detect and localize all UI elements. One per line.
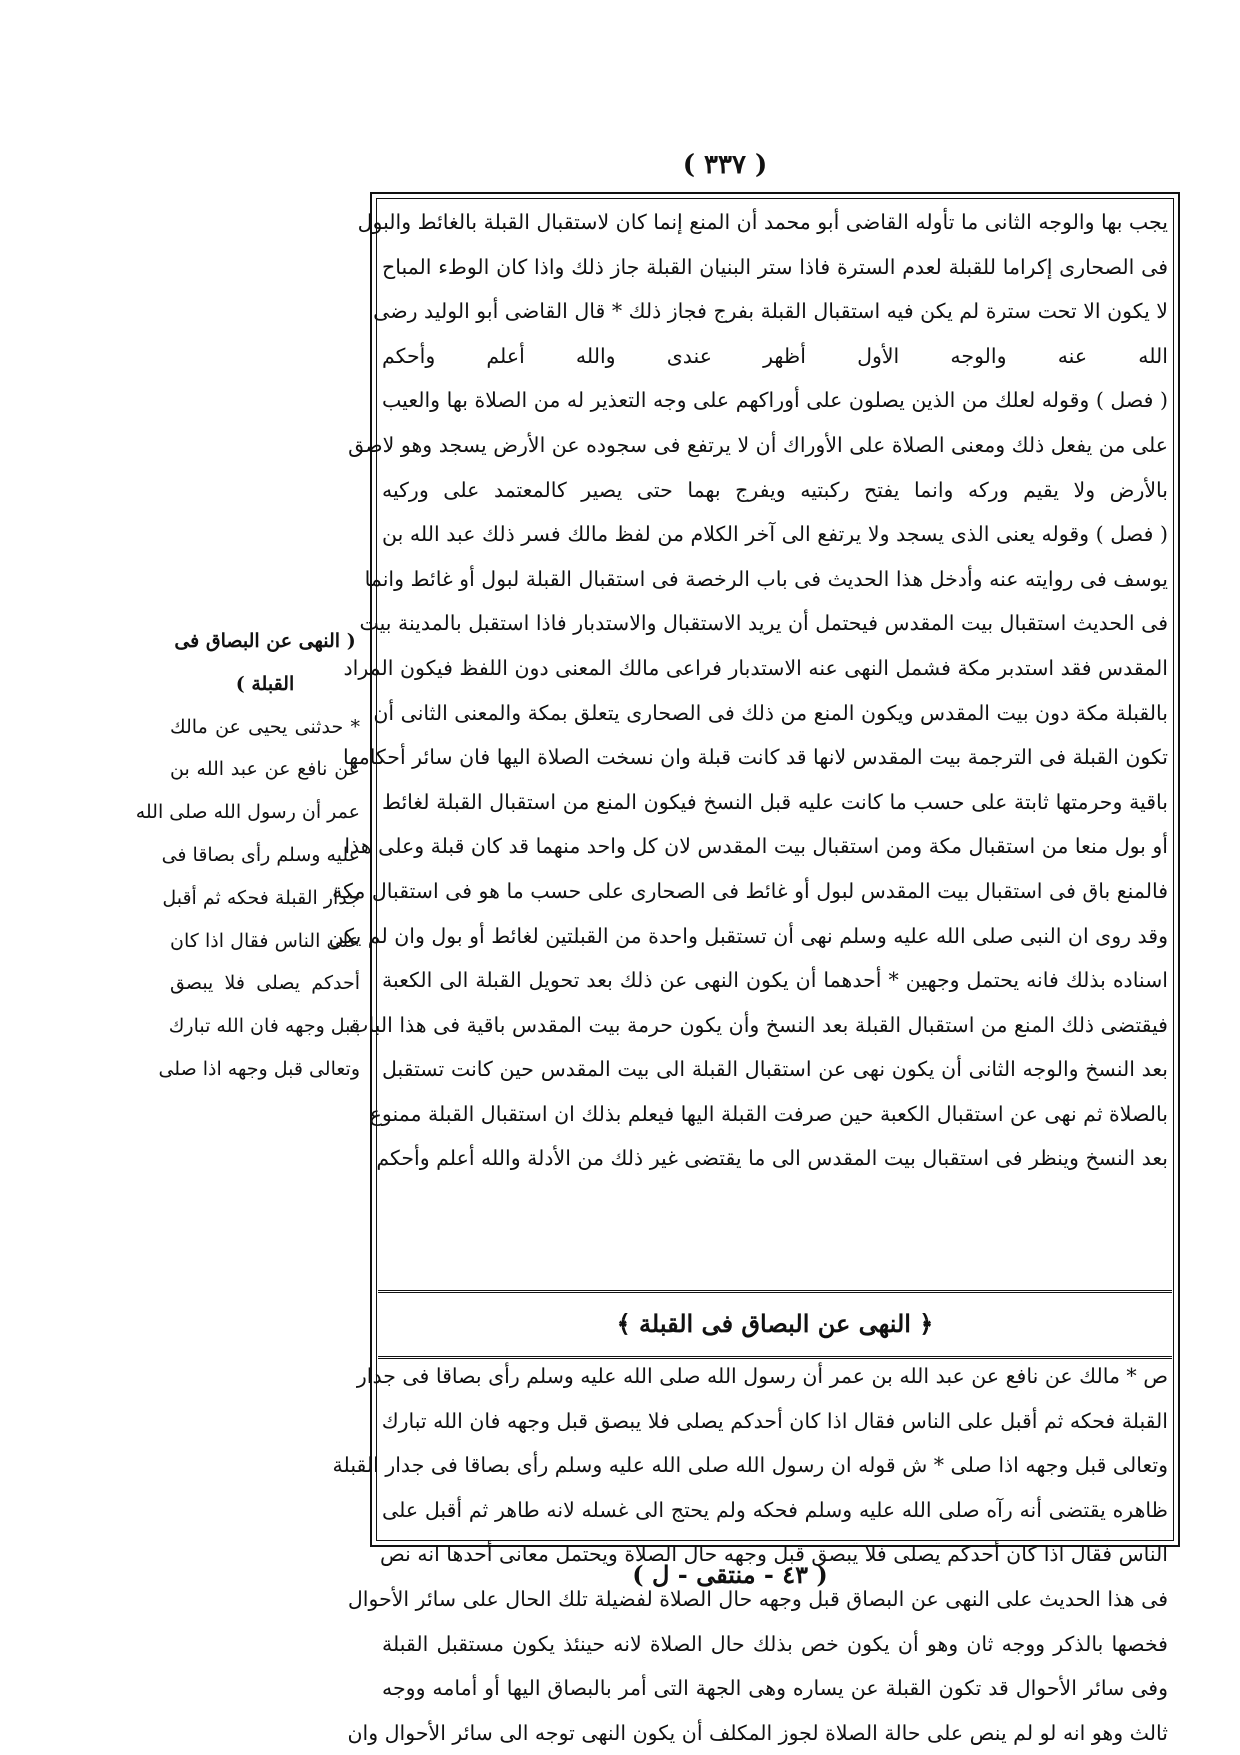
margin-note-line: أحدكم يصلى فلا يبصق [170, 972, 360, 995]
text-line: بعد النسخ وينظر فى استقبال بيت المقدس الى ما يقتضى غير ذلك من الأدلة والله أعلم وأحكم [376, 1146, 1168, 1171]
text-line: بالأرض ولا يقيم وركه وانما يفتح ركبتيه ويفرج بهما حتى يصير كالمعتمد على وركيه [382, 477, 1168, 502]
margin-note-line: جدار القبلة فحكه ثم أقبل [162, 886, 360, 909]
text-line: أو بول منعا من استقبال مكة ومن استقبال بيت المقدس لان كل واحد منهما قد كان قبلة وعلى هذا [344, 834, 1168, 859]
text-line: وقد روى ان النبى صلى الله عليه وسلم نهى أن تستقبل واحدة من القبلتين لغائط أو بول وان لم يكن [328, 923, 1168, 948]
text-line: بالقبلة مكة دون بيت المقدس ويكون المنع من ذلك فى الصحارى يتعلق بمكة والمعنى الثانى أن [373, 700, 1168, 725]
main-text-lower [332, 1354, 1168, 1755]
page-number: ( ٣٣٧ ) [682, 150, 768, 180]
text-line: القبلة فحكه ثم أقبل على الناس فقال اذا كان أحدكم يصلى فلا يبصق قبل وجهه فان الله تبارك [381, 1408, 1168, 1433]
main-text-upper [328, 200, 1168, 1181]
text-line: يجب بها والوجه الثانى ما تأوله القاضى أبو محمد أن المنع إنما كان لاستقبال القبلة بالغائط والبول [357, 210, 1168, 234]
text-line: بعد النسخ والوجه الثانى أن يكون نهى عن استقبال القبلة الى بيت المقدس حين كانت تستقبل [382, 1057, 1168, 1082]
text-line: فالمنع باق فى استقبال بيت المقدس لبول أو غائط فى الصحارى على حسب ما هو فى استقبال مكة [332, 878, 1168, 903]
text-line: ص * مالك عن نافع عن عبد الله بن عمر أن رسول الله صلى الله عليه وسلم رأى بصاقا فى جدار [356, 1364, 1168, 1388]
signature-mark: ( ٤٣ - منتقى - ل ) [632, 1560, 828, 1589]
text-line: الناس فقال اذا كان أحدكم يصلى فلا يبصق قبل وجهه حال الصلاة ويحتمل معانى أحدها انه نص [380, 1542, 1168, 1567]
text-line: الله عنه والوجه الأول أظهر عندى والله أعلم وأحكم [382, 343, 1168, 368]
margin-note-line: عمر أن رسول الله صلى الله [135, 801, 360, 824]
text-line: المقدس فقد استدبر مكة فشمل النهى عنه الاستدبار فراعى مالك المعنى دون اللفظ فيكون المراد [343, 655, 1168, 680]
text-line: بالصلاة ثم نهى عن استقبال الكعبة حين صرفت القبلة اليها فيعلم بذلك ان استقبال القبلة ممنوع [369, 1101, 1168, 1126]
text-line: ( فصل ) وقوله يعنى الذى يسجد ولا يرتفع الى آخر الكلام من لفظ مالك فسر ذلك عبد الله بن [382, 522, 1168, 547]
text-line: وتعالى قبل وجهه اذا صلى * ش قوله ان رسول الله صلى الله عليه وسلم رأى بصاقا فى جدار القبلة [332, 1453, 1168, 1478]
margin-note [135, 620, 360, 1091]
text-line: ظاهره يقتضى أنه رآه صلى الله عليه وسلم فحكه ولم يحتج الى غسله لانه طاهر ثم أقبل على [382, 1497, 1168, 1522]
margin-note-title: ( النهى عن البصاق فى [174, 630, 356, 652]
text-line: فى الصحارى إكراما للقبلة لعدم السترة فاذا ستر البنيان القبلة جاز ذلك واذا كان الوطء المباح [382, 254, 1168, 279]
margin-note-line: على الناس فقال اذا كان [170, 929, 360, 952]
text-line: تكون القبلة فى الترجمة بيت المقدس لانها قد كانت قبلة وان نسخت الصلاة اليها فان سائر أحكامها [343, 745, 1168, 770]
text-line: باقية وحرمتها ثابتة على حسب ما كانت عليه قبل النسخ فيكون المنع من استقبال القبلة لغائط [382, 789, 1168, 814]
text-line: فخصها بالذكر ووجه ثان وهو أن يكون خص بذلك حال الصلاة لانه حينئذ يكون مستقبل القبلة [382, 1631, 1168, 1656]
section-heading: ﴿ النهى عن البصاق فى القبلة ﴾ [616, 1309, 934, 1338]
margin-note-line: قبل وجهه فان الله تبارك [168, 1015, 360, 1038]
margin-note-line: عن نافع عن عبد الله بن [170, 758, 360, 781]
text-line: فيقتضى ذلك المنع من استقبال القبلة بعد النسخ وأن يكون حرمة بيت المقدس باقية فى هذا الباب [349, 1012, 1168, 1037]
text-line: فى هذا الحديث على النهى عن البصاق قبل وجهه حال الصلاة لفضيلة تلك الحال على سائر الأحوال [347, 1586, 1168, 1611]
margin-note-line: وتعالى قبل وجهه اذا صلى [158, 1057, 360, 1080]
section-divider-top [378, 1290, 1172, 1293]
text-line: اسناده بذلك فانه يحتمل وجهين * أحدهما أن يكون النهى عن ذلك بعد تحويل القبلة الى الكعبة [382, 968, 1168, 993]
text-line: ثالث وهو انه لو لم ينص على حالة الصلاة لجوز المكلف أن يكون النهى توجه الى سائر الأحوال وان [347, 1720, 1168, 1745]
margin-note-title: القبلة ) [235, 672, 295, 695]
text-line: لا يكون الا تحت سترة لم يكن فيه استقبال القبلة بفرج فجاز ذلك * قال القاضى أبو الوليد رضى [373, 299, 1168, 324]
text-line: على من يفعل ذلك ومعنى الصلاة على الأوراك أن لا يرتفع فى سجوده عن الأرض يسجد وهو لاصق [348, 432, 1168, 457]
margin-note-line: عليه وسلم رأى بصاقا فى [161, 843, 360, 866]
text-line: ( فصل ) وقوله لعلك من الذين يصلون على أوراكهم على وجه التعذير له من الصلاة بها والعيب [382, 388, 1168, 413]
margin-note-line: * حدثنى يحيى عن مالك [170, 715, 360, 738]
text-line: فى الحديث استقبال بيت المقدس فيحتمل أن يريد الاستقبال والاستدبار فاذا استقبل بالمدينة بيت [359, 611, 1168, 636]
text-line: يوسف فى روايته عنه وأدخل هذا الحديث فى باب الرخصة فى استقبال القبلة لبول أو غائط وانما [364, 566, 1168, 591]
text-line: وفى سائر الأحوال قد تكون القبلة عن يساره وهى الجهة التى أمر بالبصاق اليها أو أمامه ووجه [382, 1676, 1168, 1701]
